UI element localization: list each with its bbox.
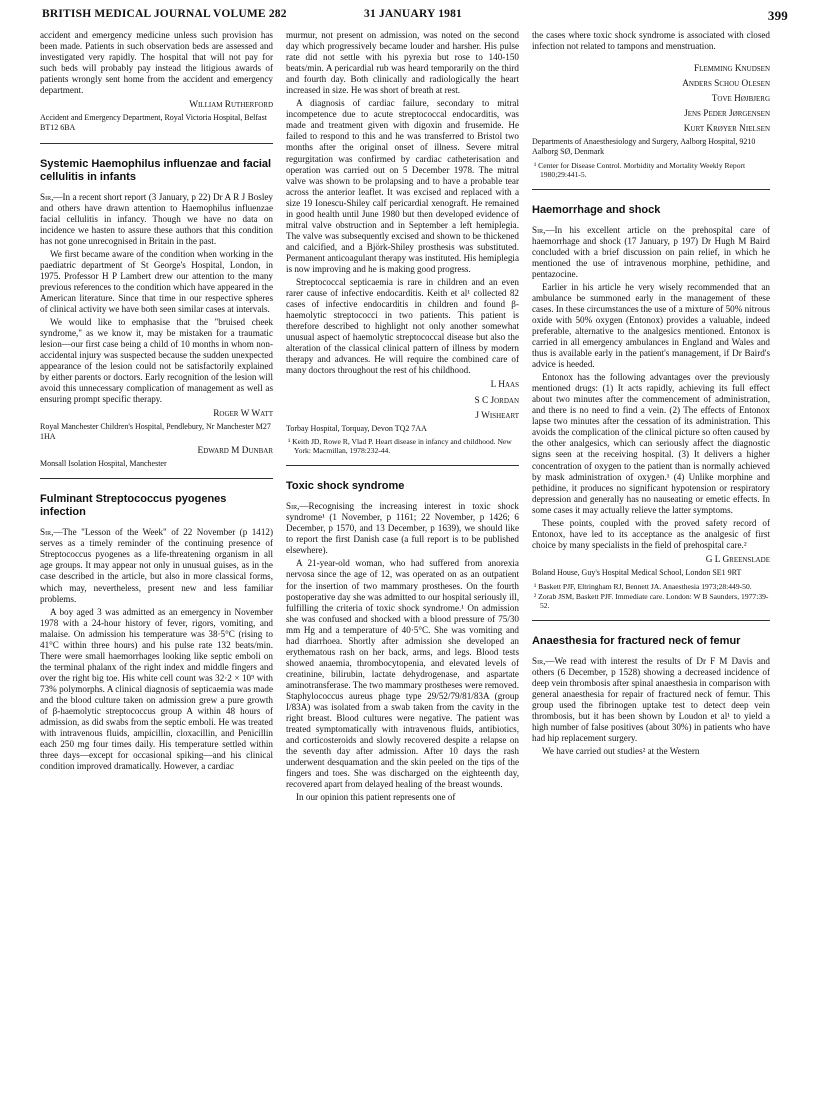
signature: Kurt Krøyer Nielsen: [683, 124, 770, 135]
paragraph: In our opinion this patient represents one of: [296, 792, 456, 803]
paragraph: Earlier in his article he very wisely recommended that an ambulance be summoned early in the management of these cases. In these circumstances the use of a mixture of 50% nitrous oxide with 50% oxygen (Entonox) provides a valuable, indeed preferable, alternative to the analgesics mentioned. Entonox is carried in all emergency ambulances in England and Wales and thus is available early in the patient's management, if Dr Baird's advice is heeded.: [532, 281, 770, 370]
address: Accident and Emergency Department, Royal Victoria Hospital, Belfast BT12 6BA: [40, 113, 267, 132]
signature: Edward M Dunbar: [197, 445, 273, 456]
salutation: Sir,: [40, 191, 54, 202]
signature: Tove Højbjerg: [711, 94, 770, 105]
paragraph: —In a recent short report (3 January, p 22) Dr A R J Bosley and others have drawn attention to Haemophilus influenzae facial cellulitis in infancy. Though we have no data on incidence we hasten to assure these authors that this condition has not gone unrecognised in Britain in the past.: [40, 191, 273, 246]
column-2: [286, 30, 519, 1085]
divider: [532, 189, 770, 190]
address: Royal Manchester Children's Hospital, Pendlebury, Nr Manchester M27 1HA: [40, 422, 271, 442]
paragraph: A boy aged 3 was admitted as an emergency in November 1978 with a 24-hour history of fever, rigors, vomiting, and malaise. On admission his temperature was 38·5°C (rising to 41°C within three hours) and his pulse rate 132 beats/min. There were small haemorrhages looking like septic emboli on the terminal phalanx of the right index and middle fingers and over the right big toe. His white cell count was 32·2 × 10⁹ with 73% polymorphs. A clinical diagnosis of septicaemia was made and the blood culture taken on admission grew a pure growth of β-haemolytic streptococcus group A within 48 hours of admission, as did swabs from the septic emboli. He was treated with intravenous fluids, ampicillin, cloxacillin, and Penicillin each 250 mg four times daily. His temperature settled within three days—except for occasional spiking—and his clinical condition improved dramatically. However, a cardiac: [40, 606, 273, 772]
salutation: Sir,: [532, 655, 546, 666]
salutation: Sir,: [40, 527, 54, 538]
signature: G L Greenslade: [705, 554, 770, 565]
issue-date: 31 JANUARY 1981: [364, 8, 462, 20]
paragraph: We would like to emphasise that the "bruised cheek syndrome," as we know it, may be mistaken for a traumatic lesion—our first case being a child of 10 months in whom non-accidental injury was suspected because the sudden unexpected appearance of the lesion could not be satisfactorily explained by either parents or doctors. Early recognition of the lesion will avoid this unnecessary complication of management as well as ensuring prompt specific therapy.: [40, 317, 273, 405]
salutation: Sir,: [532, 224, 546, 235]
signature: William Rutherford: [189, 100, 273, 111]
reference: ² Zorab JSM, Baskett PJF. Immediate care. London: W B Saunders, 1977:39-52.: [534, 591, 769, 610]
divider: [286, 465, 519, 466]
divider: [40, 478, 273, 479]
article-title: Systemic Haemophilus influenzae and facial cellulitis in infants: [40, 157, 272, 183]
signature: S C Jordan: [474, 395, 519, 406]
paragraph: A diagnosis of cardiac failure, secondary to mitral incompetence due to acute streptococcal endocarditis, was made and treatment given with digoxin and frusemide. He failed to respond to this and he was transferred to Bristol two months after the original onset of illness. Severe mitral regurgitation was confirmed by cardiac catheterisation and operation was carried out on 5 December 1978. The mitral valve was shown to be prolapsing and to have a probable tear across the anterior leaflet. It was excised and replaced with a size 19 Ionescu-Shiley calf pericardial xenograft. He remained in good health until June 1980 but then developed evidence of mitral valve obstruction and in September a left hemiplegia. The valve was subsequently excised and shown to be thickened and calcified, and a Björk-Shiley prosthesis was substituted. Permanent anticoagulant therapy was instituted. His hemiplegia is now improving and he is making good progress.: [286, 98, 519, 274]
paragraph: Streptococcal septicaemia is rare in children and an even rarer cause of infective endocarditis. Keith et al¹ collected 82 cases of infective endocarditis in children and found β-haemolytic streptococci in two patients. This patient is therefore described to highlight not only another somewhat unusual aspect of haemolytic streptococcal disease but also the alteration of the classical clinical pattern of illness by modern therapy and advances. He will require the combined care of many doctors throughout the rest of his childhood.: [286, 277, 519, 376]
salutation: Sir,: [286, 501, 300, 512]
address: Monsall Isolation Hospital, Manchester: [40, 458, 167, 468]
paragraph: We first became aware of the condition when working in the paediatric department of St George's Hospital, London, in 1975. Professor H P Lambert drew our attention to the many previous references to the condition which have appeared in the American literature. Since that time in our respective spheres of clinical activity we have both seen similar cases at intervals.: [40, 248, 273, 314]
address: Departments of Anaesthesiology and Surgery, Aalborg Hospital, 9210 Aalborg SØ, Denmark: [532, 137, 756, 156]
article-title: Fulminant Streptococcus pyogenes infection: [40, 493, 227, 519]
signature: J Wisheart: [475, 410, 519, 421]
page-header: [42, 8, 788, 28]
signature: Roger W Watt: [213, 409, 273, 420]
page-number: 399: [767, 8, 788, 23]
column-1: [40, 30, 273, 1085]
paragraph: —We read with interest the results of Dr F M Davis and others (6 December, p 1528) showing a decreased incidence of deep vein thrombosis after spinal anaesthesia in comparison with general anaesthesia for repair of fractured neck of femur. This group used the fibrinogen uptake test to detect deep vein thrombosis, but it has been shown by Loudon et al¹ to yield a high number of false positives (about 30%) in patients who have had hip replacement surgery.: [532, 655, 770, 743]
paragraph: A 21-year-old woman, who had suffered from anorexia nervosa since the age of 12, was operated on as an outpatient for the insertion of two mammary prostheses. On the fourth postoperative day she was admitted to our hospital seriously ill, fulfilling the criteria of toxic shock syndrome.¹ On admission she was confused and shocked with a blood pressure of 75/30 mm Hg and a temperature of 40·5°C. She was vomiting and had diarrhoea. Shortly after admission she developed an erythematous rash on her back, arms, and legs. Blood tests showed anaemia, thrombocytopenia, and elevated levels of creatinine, bilirubin, lactate dehydrogenase, and aspartate aminotransferase. The two mammary prostheses were removed. Staphylococcus aureus phage type 29/52/79/81/83A (group I/83A) was isolated from a swab taken from the cavity in the right breast. Blood cultures were negative. The patient was treated symptomatically with intravenous fluids, antibiotics, and corticosteroids and slowly recovered despite a relapse on the seventh day after admission. After 10 days the rash underwent desquamation and the skin peeled on the tips of the fingers and toes. She was discharged on the eighteenth day, recovered apart from delayed healing of the breast wounds.: [286, 558, 519, 790]
article-title: Toxic shock syndrome: [286, 480, 405, 493]
journal-title: BRITISH MEDICAL JOURNAL VOLUME 282: [42, 8, 287, 20]
paragraph: accident and emergency medicine unless such provision has been made. Patients in such observation beds are assessed and investigated very rapidly. The hospital that will not pay for such beds will probably pay instead the litigious awards of patients wrongly sent home from the accident and emergency department.: [40, 30, 273, 96]
signature: Jens Peder Jørgensen: [684, 109, 770, 120]
divider: [532, 620, 770, 621]
divider: [40, 143, 273, 144]
address: Torbay Hospital, Torquay, Devon TQ2 7AA: [286, 423, 427, 433]
reference: ¹ Keith JD, Rowe R, Vlad P. Heart disease in infancy and childhood. New York: Macmillan, 1978:232-44.: [288, 437, 512, 456]
paragraph: Entonox has the following advantages over the previously mentioned drugs: (1) It acts rapidly, achieving its full effect about two minutes after the commencement of administration, and there is no need to find a vein. (2) The effects of Entonox lapse two minutes after the cessation of its administration. This avoids the complication of the clinical picture so often caused by the other analgesics, which can seriously affect the diagnostic signs seen at the receiving hospital. (3) It delivers a higher concentration of oxygen to the patient than is normally achieved by mask administration of oxygen.¹ (4) Unlike morphine and pethidine, it produces no significant hypotension or respiratory depression and generally has no nauseating or emetic effects. In some cases it may actually relieve the latter symptoms.: [532, 372, 770, 515]
paragraph: the cases where toxic shock syndrome is associated with closed infection not related to tampons and menstruation.: [532, 30, 770, 52]
address: Boland House, Guy's Hospital Medical School, London SE1 9RT: [532, 567, 742, 577]
article-title: Haemorrhage and shock: [532, 203, 661, 216]
paragraph: murmur, not present on admission, was noted on the second day which progressively became louder and harsher. His pulse rate did not settle with his pyrexia but rose to 140-150 beats/min. A pericardial rub was heard temporarily on the third and fourth day. Both clinically and radiologically the heart increased in size. He was short of breath at rest.: [286, 30, 519, 96]
article-title: Anaesthesia for fractured neck of femur: [532, 634, 741, 647]
signature: Flemming Knudsen: [693, 64, 770, 75]
signature: L Haas: [490, 380, 519, 391]
reference: ¹ Center for Disease Control. Morbidity and Mortality Weekly Report 1980;29:441-5.: [534, 160, 746, 179]
column-3: [532, 30, 770, 1085]
paragraph: —Recognising the increasing interest in toxic shock syndrome¹ (1 November, p 1161; 22 November, p 1426; 6 December, p 1570, and 13 December, p 1639), we should like to report the first Danish case (a full report is to be published elsewhere).: [286, 501, 519, 556]
reference: ¹ Baskett PJF, Eltringham RJ, Bennett JA. Anaesthesia 1973;28:449-50.: [534, 581, 752, 591]
paragraph: We have carried out studies² at the Western: [542, 745, 700, 756]
paragraph: These points, coupled with the proved safety record of Entonox, have led to its acceptance as the analgesic of first choice by many specialists in the field of prehospital care.²: [532, 517, 770, 550]
paragraph: —In his excellent article on the prehospital care of haemorrhage and shock (17 January, p 197) Dr Hugh M Baird concluded with a brief discussion on pain relief, in which he mentioned the use of intravenous morphine, pethidine, and pentazocine.: [532, 224, 770, 279]
signature: Anders Schou Olesen: [682, 79, 770, 90]
paragraph: —The "Lesson of the Week" of 22 November (p 1412) serves as a timely reminder of the continuing presence of Streptococcus pyogenes as a life-threatening organism in all age groups. It may appear not only in unusual guises, as in the case described in the article, but also in more classical forms, which may, nevertheless, present new and less familiar problems.: [40, 527, 273, 604]
